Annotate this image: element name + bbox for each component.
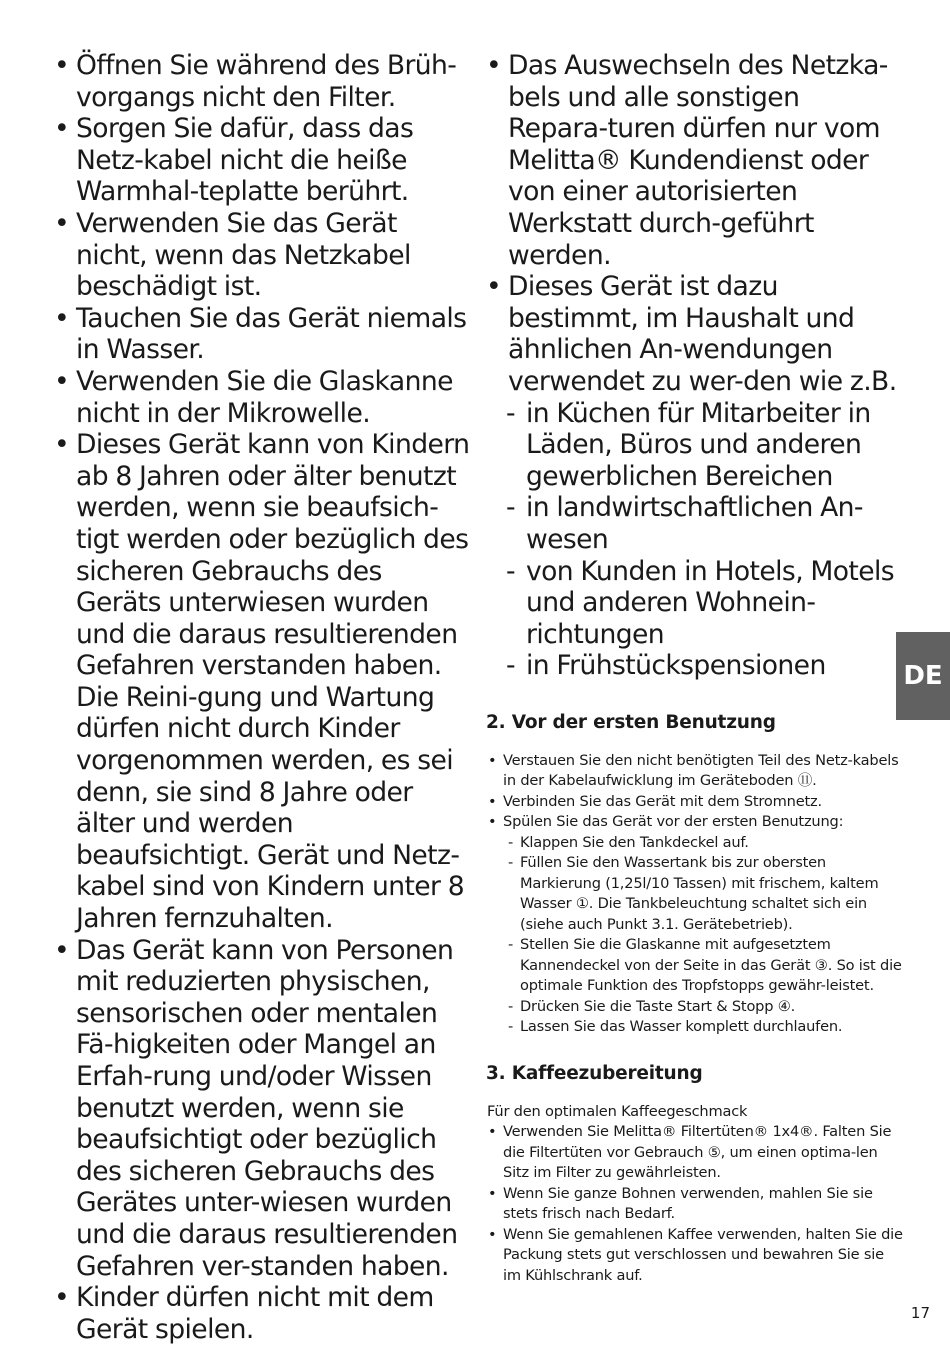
page-number: 17: [910, 1304, 930, 1322]
list-item: • Tauchen Sie das Gerät niemals in Wasser.: [52, 303, 472, 366]
sub-list-item: - in landwirtschaftlichen An-wesen: [484, 492, 904, 555]
sub-list-item: - Füllen Sie den Wassertank bis zur obersten Markierung (1,25l/10 Tassen) mit frischem, kaltem Wasser ①. Die Tankbeleuchtung schaltet sich ein (siehe auch Punkt 3.1. Gerätebetrieb).: [484, 853, 904, 935]
list-item: • Kinder dürfen nicht mit dem Gerät spielen.: [52, 1282, 472, 1345]
section-3-intro: Für den optimalen Kaffeegeschmack: [487, 1102, 748, 1120]
list-item: • Spülen Sie das Gerät vor der ersten Benutzung:: [484, 812, 904, 833]
safety-list-right: [484, 50, 904, 682]
list-item: • Das Auswechseln des Netzka-bels und alle sonstigen Repara-turen dürfen nur vom Melitta® Kundendienst oder von einer autorisierten Werkstatt durch-geführt werden.: [484, 50, 904, 271]
list-item: • Verwenden Sie Melitta® Filtertüten® 1x4®. Falten Sie die Filtertüten vor Gebrauch ⑤, um einen optima-len Sitz im Filter zu gewährleisten.: [484, 1122, 904, 1184]
sub-list-item: - Stellen Sie die Glaskanne mit aufgesetztem Kannendeckel von der Seite in das Gerät ③. So ist die optimale Funktion des Tropfstopps gewähr-leistet.: [484, 935, 904, 997]
language-tab: DE: [896, 632, 950, 720]
safety-list-left: [52, 50, 472, 1345]
section-3-title: 3. Kaffeezubereitung: [486, 1062, 703, 1084]
right-column: [484, 50, 904, 1286]
list-item: • Wenn Sie gemahlenen Kaffee verwenden, halten Sie die Packung stets gut verschlossen und bewahren Sie sie im Kühlschrank auf.: [484, 1225, 904, 1287]
left-column: [52, 50, 472, 1345]
section-2-title: 2. Vor der ersten Benutzung: [486, 711, 776, 733]
list-item: • Wenn Sie ganze Bohnen verwenden, mahlen Sie sie stets frisch nach Bedarf.: [484, 1184, 904, 1225]
sub-list-item: - von Kunden in Hotels, Motels und anderen Wohnein-richtungen: [484, 556, 904, 651]
section-2-list: [484, 751, 904, 1038]
list-item: • Verwenden Sie die Glaskanne nicht in der Mikrowelle.: [52, 366, 472, 429]
list-item: • Verbinden Sie das Gerät mit dem Stromnetz.: [484, 792, 904, 813]
list-item: • Öffnen Sie während des Brüh-vorgangs nicht den Filter.: [52, 50, 472, 113]
list-item: • Das Gerät kann von Personen mit reduzierten physischen, sensorischen oder mentalen Fä-higkeiten oder Mangel an Erfah-rung und/oder Wissen benutzt werden, wenn sie beaufsichtigt oder bezüglich des sicheren Gebrauchs des Gerätes unter-wiesen wurden und die daraus resultierenden Gefahren ver-standen haben.: [52, 935, 472, 1283]
sub-list-item: - Lassen Sie das Wasser komplett durchlaufen.: [484, 1017, 904, 1038]
list-item: • Dieses Gerät kann von Kindern ab 8 Jahren oder älter benutzt werden, wenn sie beaufsich-tigt werden oder bezüglich des sicheren Gebrauchs des Geräts unterwiesen wurden und die daraus resultierenden Gefahren verstanden haben. Die Reini-gung und Wartung dürfen nicht durch Kinder vorgenommen werden, es sei denn, sie sind 8 Jahre oder älter und werden beaufsichtigt. Gerät und Netz-kabel sind von Kindern unter 8 Jahren fernzuhalten.: [52, 429, 472, 935]
list-item: • Verwenden Sie das Gerät nicht, wenn das Netzkabel beschädigt ist.: [52, 208, 472, 303]
section-3-list: [484, 1122, 904, 1286]
list-item: • Sorgen Sie dafür, dass das Netz-kabel nicht die heiße Warmhal-teplatte berührt.: [52, 113, 472, 208]
sub-list-item: - Drücken Sie die Taste Start & Stopp ④.: [484, 997, 904, 1018]
sub-list-item: - in Frühstückspensionen: [484, 650, 904, 682]
sub-list-item: - Klappen Sie den Tankdeckel auf.: [484, 833, 904, 854]
sub-list-item: - in Küchen für Mitarbeiter in Läden, Büros und anderen gewerblichen Bereichen: [484, 398, 904, 493]
list-item: • Dieses Gerät ist dazu bestimmt, im Haushalt und ähnlichen An-wendungen verwendet zu wer-den wie z.B.: [484, 271, 904, 397]
list-item: • Verstauen Sie den nicht benötigten Teil des Netz-kabels in der Kabelaufwicklung im Geräteboden ⑪.: [484, 751, 904, 792]
